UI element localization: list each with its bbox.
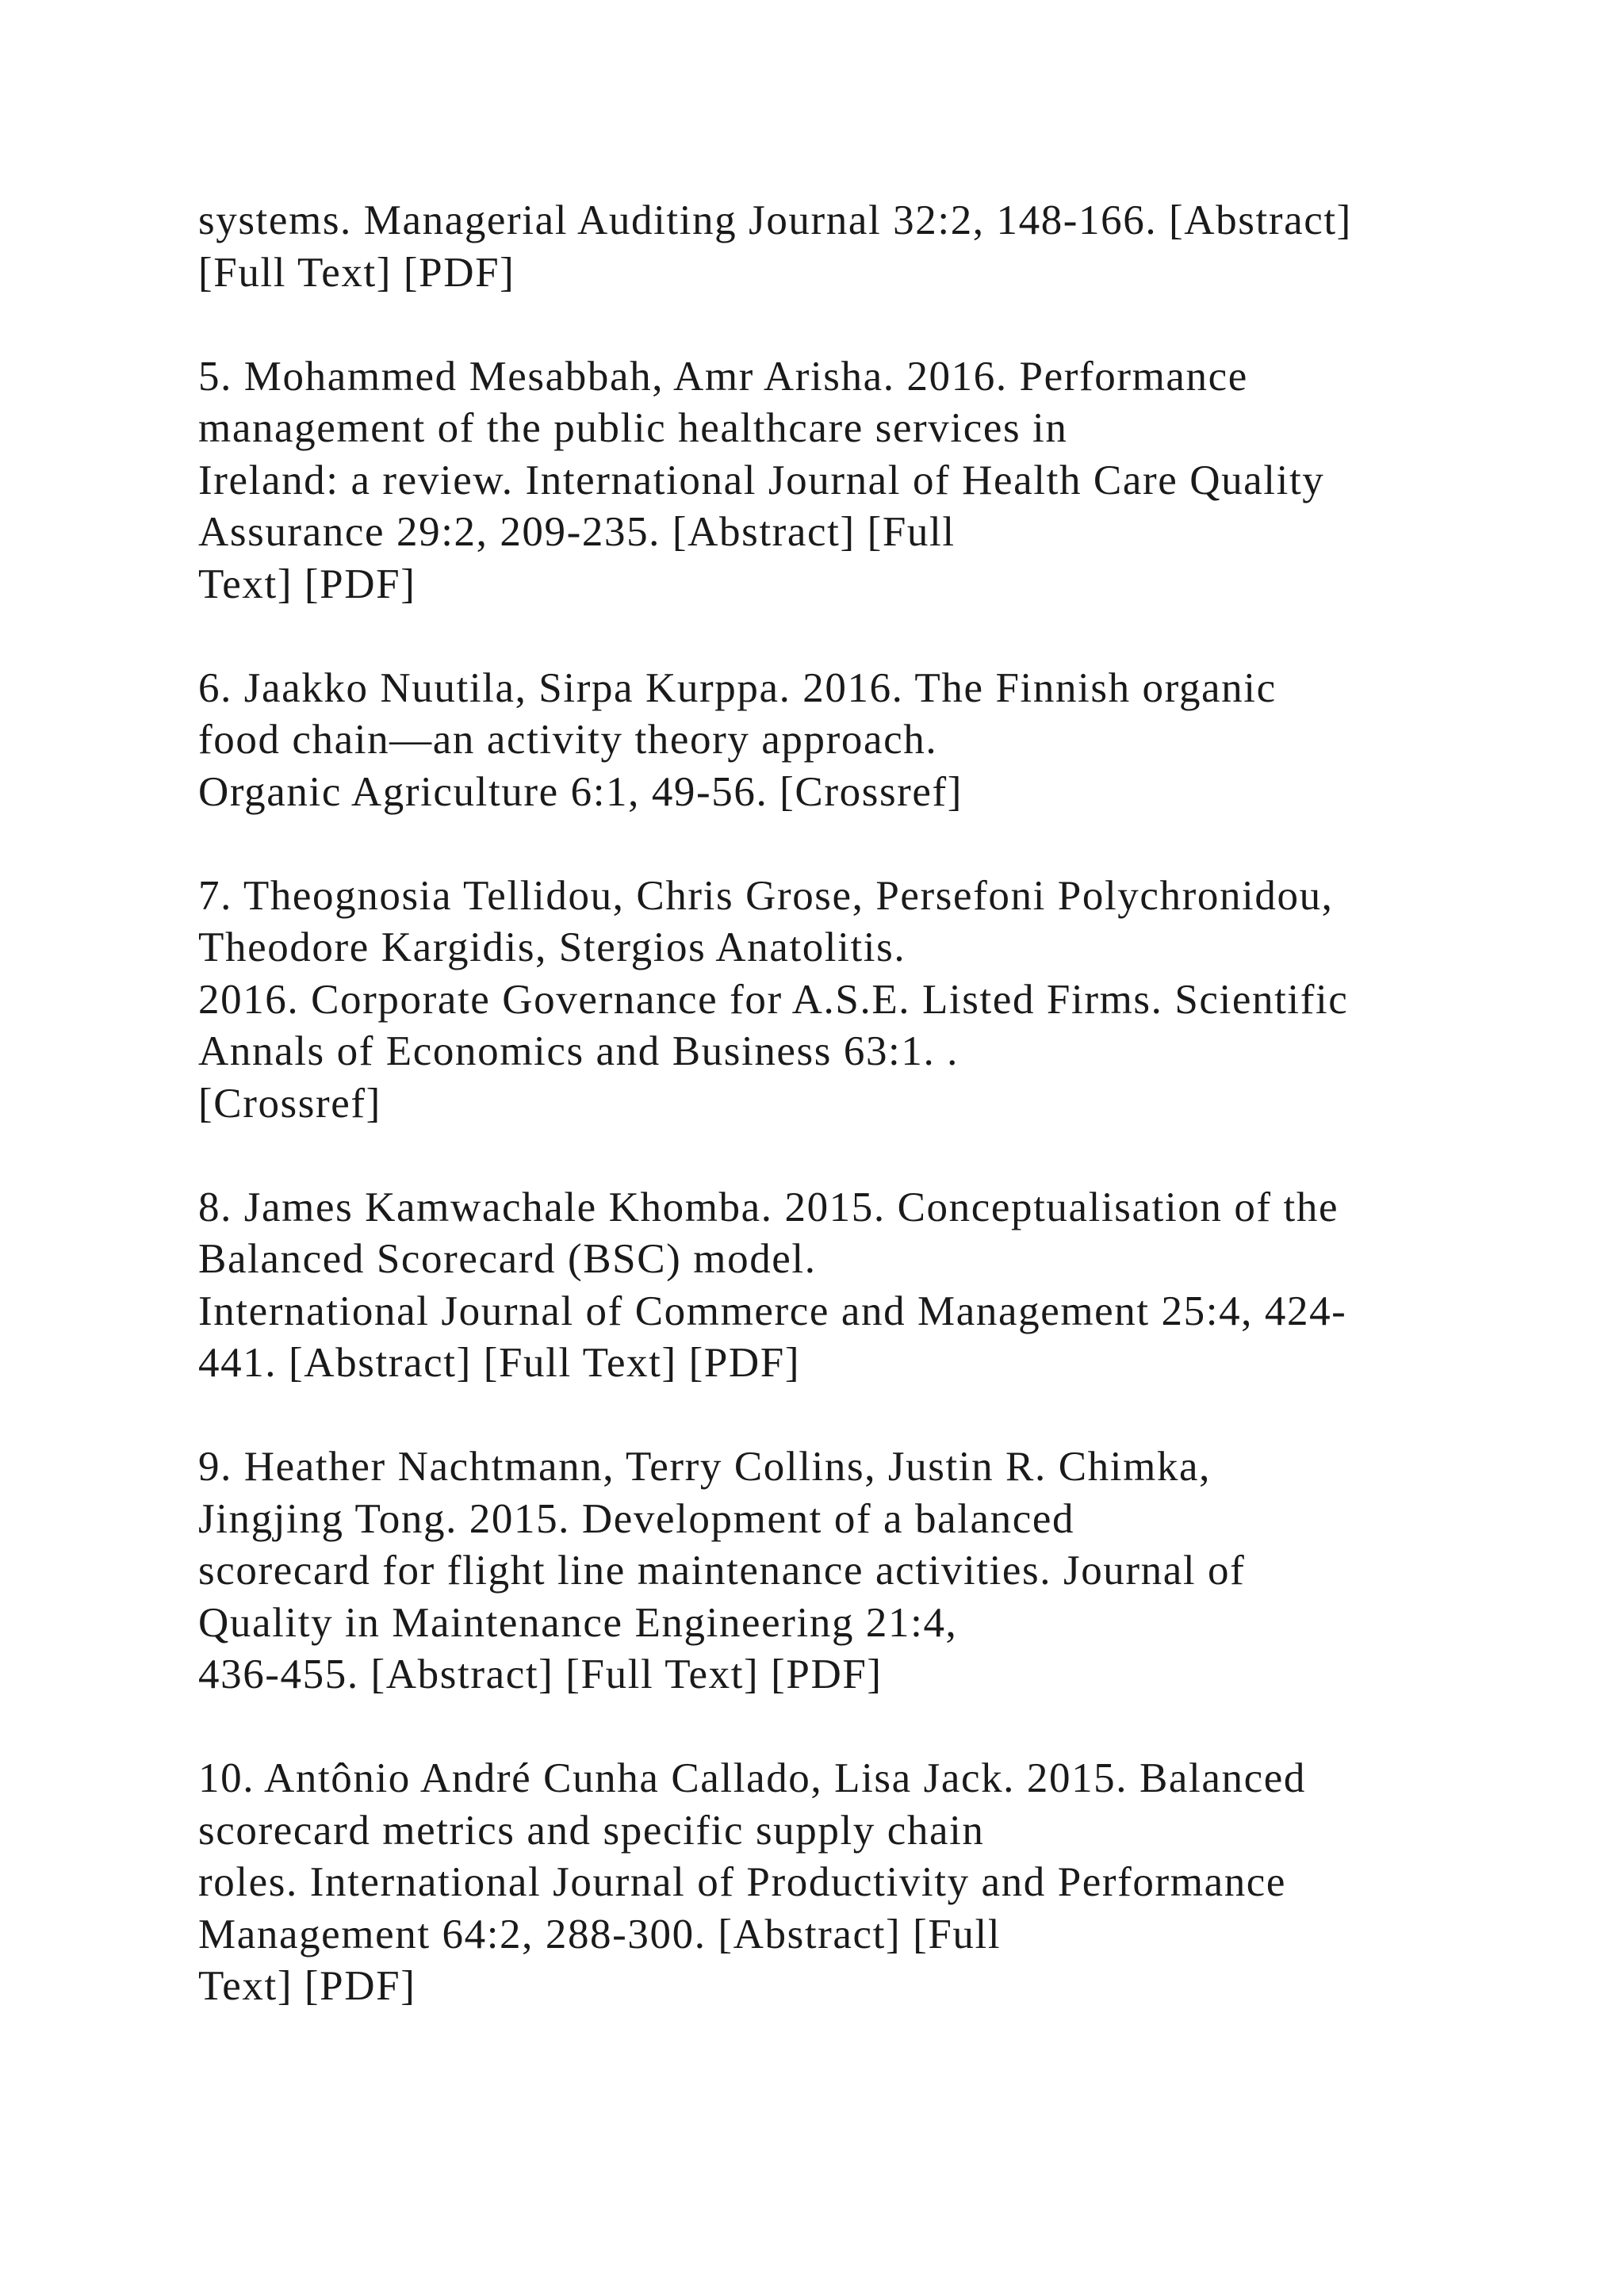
reference-line: Theodore Kargidis, Stergios Anatolitis.	[198, 924, 906, 970]
reference-list	[198, 195, 1507, 2064]
reference-line: Organic Agriculture 6:1, 49-56. [Crossref]	[198, 768, 963, 815]
reference-line: systems. Managerial Auditing Journal 32:2, 148-166. [Abstract]	[198, 197, 1352, 243]
reference-line: 6. Jaakko Nuutila, Sirpa Kurppa. 2016. The Finnish organic	[198, 664, 1277, 711]
reference-entry-8	[198, 1182, 1507, 1390]
reference-line: 8. James Kamwachale Khomba. 2015. Conceptualisation of the	[198, 1184, 1339, 1230]
reference-line: 7. Theognosia Tellidou, Chris Grose, Persefoni Polychronidou,	[198, 872, 1334, 919]
reference-line: [Full Text] [PDF]	[198, 249, 515, 296]
reference-line: 5. Mohammed Mesabbah, Amr Arisha. 2016. Performance	[198, 353, 1248, 400]
reference-line: Management 64:2, 288-300. [Abstract] [Full	[198, 1911, 1002, 1957]
reference-line: scorecard metrics and specific supply chain	[198, 1807, 985, 1854]
reference-line: Ireland: a review. International Journal of Health Care Quality	[198, 457, 1325, 503]
reference-line: 436-455. [Abstract] [Full Text] [PDF]	[198, 1651, 883, 1697]
reference-line: scorecard for flight line maintenance activities. Journal of	[198, 1548, 1246, 1594]
reference-line: Balanced Scorecard (BSC) model.	[198, 1236, 817, 1282]
reference-line: 10. Antônio André Cunha Callado, Lisa Jack. 2015. Balanced	[198, 1755, 1306, 1801]
reference-line: Text] [PDF]	[198, 561, 416, 607]
reference-entry-6	[198, 663, 1507, 819]
reference-entry-continued	[198, 195, 1507, 299]
reference-line: 2016. Corporate Governance for A.S.E. Listed Firms. Scientific	[198, 976, 1349, 1023]
reference-entry-7	[198, 871, 1507, 1131]
reference-line: roles. International Journal of Productivity and Performance	[198, 1859, 1287, 1905]
reference-entry-5	[198, 351, 1507, 611]
reference-line: 9. Heather Nachtmann, Terry Collins, Justin R. Chimka,	[198, 1444, 1211, 1490]
reference-line: Text] [PDF]	[198, 1963, 416, 2009]
reference-line: [Crossref]	[198, 1080, 381, 1127]
reference-line: management of the public healthcare services in	[198, 405, 1068, 451]
reference-line: International Journal of Commerce and Management 25:4, 424-	[198, 1288, 1347, 1334]
reference-line: Assurance 29:2, 209-235. [Abstract] [Full	[198, 509, 956, 555]
reference-entry-9	[198, 1441, 1507, 1701]
reference-line: 441. [Abstract] [Full Text] [PDF]	[198, 1340, 801, 1386]
reference-entry-10	[198, 1753, 1507, 2013]
reference-line: Jingjing Tong. 2015. Development of a balanced	[198, 1495, 1075, 1542]
reference-line: Annals of Economics and Business 63:1. .	[198, 1028, 959, 1074]
reference-line: Quality in Maintenance Engineering 21:4,	[198, 1599, 958, 1646]
reference-line: food chain—an activity theory approach.	[198, 717, 938, 763]
